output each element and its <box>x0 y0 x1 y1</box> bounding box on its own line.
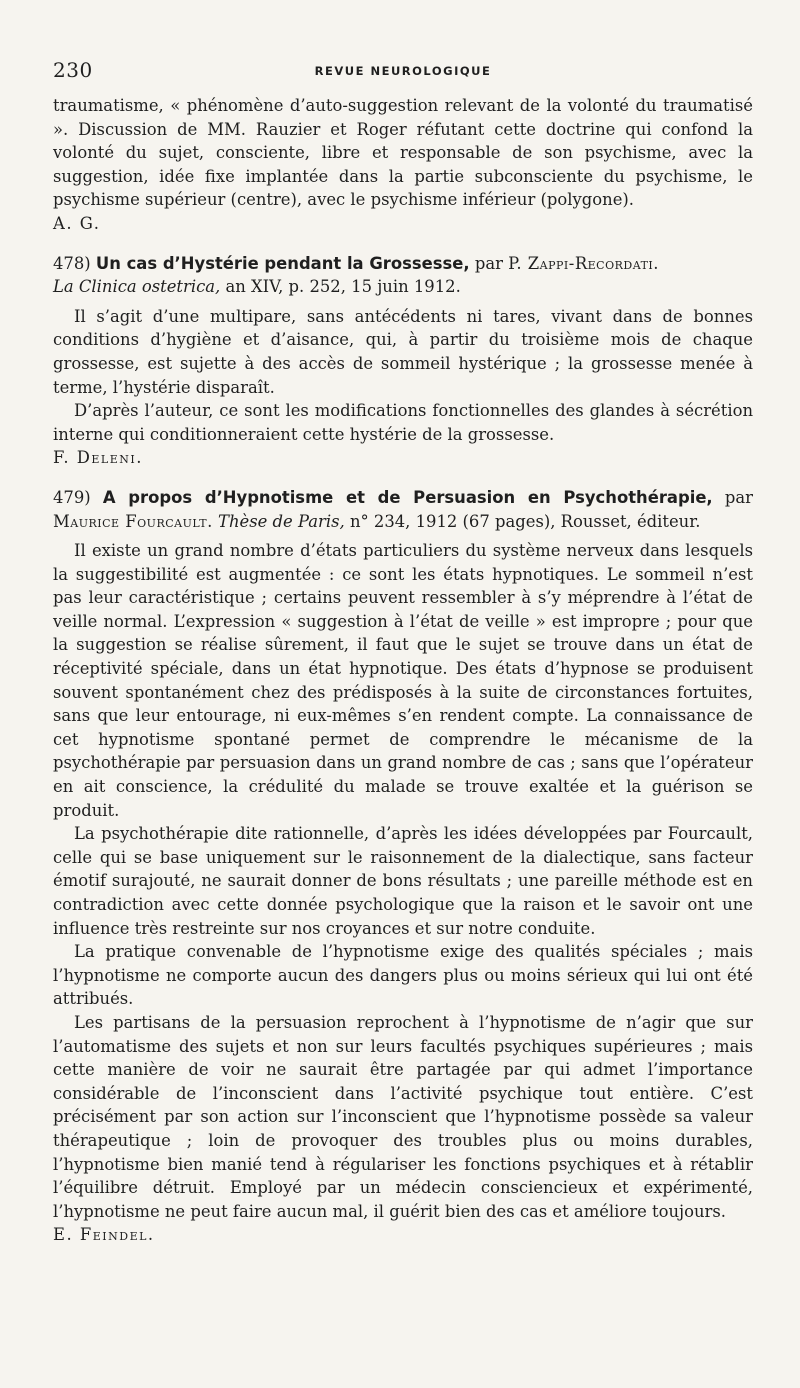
entry-478-signature: F. Deleni. <box>53 448 143 468</box>
entry-479-paragraph: La psychothérapie dite rationnelle, d’après les idées développées par Fourcault, celle qui se base uniquement sur le raisonnement de la dialectique, sans facteur émotif surajouté, ne saurait donner de bons résultats ; une pareille méthode est en contradiction avec cette donnée psychologique que la raison et le savoir ont une influence très restreinte sur nos croyances et sur notre conduite. <box>53 824 753 938</box>
entry-478-paragraph: D’après l’auteur, ce sont les modifications fonctionnelles des glandes à sécrétion interne qui conditionneraient cette hystérie de la grossesse. <box>53 401 753 444</box>
page-body <box>53 94 753 1247</box>
entry-478-paragraph: Il s’agit d’une multipare, sans antécédents ni tares, vivant dans de bonnes conditions d’hygiène et d’aisance, qui, à partir du troisième mois de chaque grossesse, est sujette à des accès de sommeil hystérique ; la grossesse menée à terme, l’hystérie disparaît. <box>53 306 753 397</box>
entry-478-title: Un cas d’Hystérie pendant la Grossesse, <box>95 253 470 273</box>
entry-479-number: 479) <box>53 487 91 507</box>
entry-479-title: A propos d’Hypnotisme et de Persuasion en Psychothérapie, <box>102 487 713 507</box>
page-header <box>53 58 753 84</box>
entry-479-heading <box>53 486 753 533</box>
intro-paragraph: traumatisme, « phénomène d’auto-suggestion relevant de la volonté du traumatisé ». Discussion de MM. Rauzier et Roger réfutant cette doctrine qui confond la volonté du sujet, consciente, libre et responsable de son psychisme, avec la suggestion, idée fixe implantée dans la partie subconsciente du psychisme, le psychisme supérieur (centre), avec le psychisme inférieur (polygone). <box>53 96 753 210</box>
entry-479-by: par <box>724 487 753 507</box>
entry-479-thesis: Thèse de Paris, <box>218 511 345 531</box>
entry-479-signature: E. Feindel. <box>53 1225 155 1245</box>
entry-479-paragraph: Les partisans de la persuasion reprochent à l’hypnotisme de n’agir que sur l’automatisme des sujets et non sur leurs facultés psychiques supérieures ; mais cette manière de voir ne saurait être partagée par qui admet l’importance considérable de l’inconscient dans l’activité psychique tout entière. C’est précisément par son action sur l’inconscient que l’hypnotisme possède sa valeur thérapeutique ; loin de provoquer des troubles plus ou moins durables, l’hypnotisme bien manié tend à régulariser les fonctions psychiques et à rétablir l’équilibre détruit. Employé par un médecin consciencieux et expérimenté, l’hypnotisme ne peut faire aucun mal, il guérit bien des cas et améliore toujours. <box>53 1012 753 1221</box>
entry-478-journal: La Clinica ostetrica, <box>53 277 221 297</box>
entry-478-number: 478) <box>53 253 91 273</box>
entry-478-source <box>53 275 753 299</box>
page-number: 230 <box>53 58 93 82</box>
entry-479-paragraph: Il existe un grand nombre d’états particuliers du système nerveux dans lesquels la suggestibilité est augmentée : ce sont les états hypnotiques. Le sommeil n’est pas leur caractéristique ; certains peuvent ressembler à s’y méprendre à l’état de veille normal. L’expression « suggestion à l’état de veille » est impropre ; pour que la suggestion se réalise sûrement, il faut que le sujet se trouve dans un état de réceptivité spéciale, dans un état hypnotique. Des états d’hypnose se produisent souvent spontanément chez des prédisposés à la suite de circonstances fortuites, sans que leur entourage, ni eux-mêmes s’en rendent compte. La connaissance de cet hypnotisme spontané permet de comprendre le mécanisme de la psychothérapie par persuasion dans un grand nombre de cas ; sans que l’opérateur en ait conscience, la crédulité du malade se trouve exaltée et la guérison se produit. <box>53 541 753 820</box>
entry-478-by: par <box>474 253 503 273</box>
entry-479-paragraph: La pratique convenable de l’hypnotisme exige des qualités spéciales ; mais l’hypnotisme ne comporte aucun des dangers plus ou moins sérieux qui lui ont été attribués. <box>53 942 753 1009</box>
entry-478-heading <box>53 252 753 276</box>
intro-signature: A. G. <box>53 213 101 233</box>
entry-478-author: P. Zappi-Recordati. <box>508 253 659 273</box>
entry-478-citation: an XIV, p. 252, 15 juin 1912. <box>225 277 461 297</box>
entry-479-author: Maurice Fourcault. <box>53 511 213 531</box>
running-title: REVUE NEUROLOGIQUE <box>314 64 492 78</box>
entry-479-citation: n° 234, 1912 (67 pages), Rousset, éditeur. <box>349 511 701 531</box>
